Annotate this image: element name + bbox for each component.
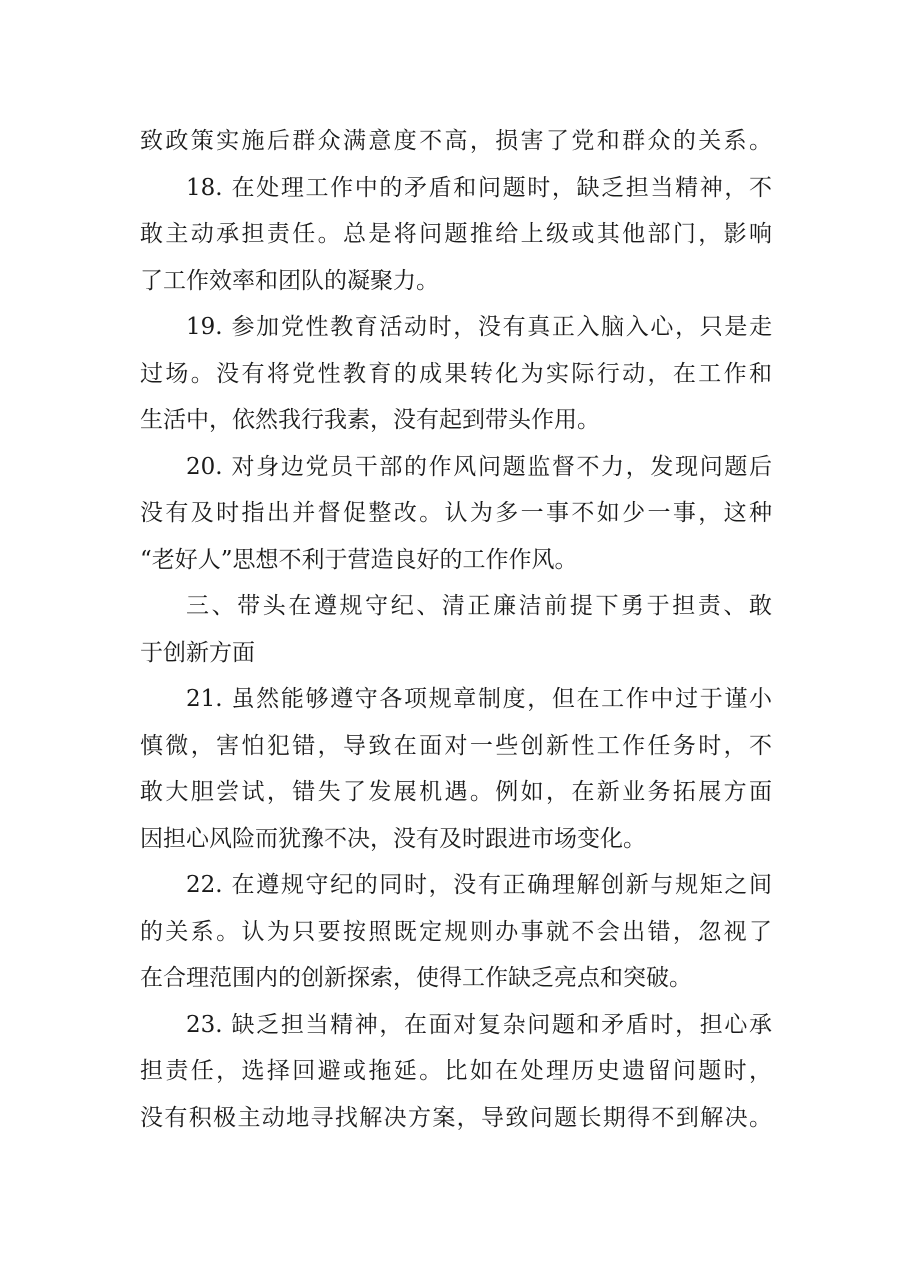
text-line: 没有及时指出并督促整改。认为多一事不如少一事，这种 [140,500,772,526]
text-line: “老好人”思想不利于营造良好的工作作风。 [140,546,578,573]
text-line: 在合理范围内的创新探索，使得工作缺乏亮点和突破。 [140,965,692,991]
text-line: 因担心风险而犹豫不决，没有及时跟进市场变化。 [140,825,646,852]
text-line: 的关系。认为只要按照既定规则办事就不会出错，忽视了 [140,918,772,945]
section-heading: 三、带头在遵规守纪、清正廉洁前提下勇于担责、敢 [186,593,772,619]
text-line: 没有积极主动地寻找解决方案，导致问题长期得不到解决。 [140,1104,772,1131]
text-line: 生活中，依然我行我素，没有起到带头作用。 [140,407,600,433]
item-22-line: 22. 在遵规守纪的同时，没有正确理解创新与规矩之间 [186,872,772,898]
item-20-line: 20. 对身边党员干部的作风问题监督不力，发现问题后 [186,453,772,480]
text-line: 致政策实施后群众满意度不高，损害了党和群众的关系。 [140,128,772,154]
item-19-line: 19. 参加党性教育活动时，没有真正入脑入心，只是走 [186,314,772,340]
text-line: 过场。没有将党性教育的成果转化为实际行动，在工作和 [140,360,772,387]
section-heading-continued: 于创新方面 [140,639,255,666]
text-line: 敢大胆尝试，错失了发展机遇。例如，在新业务拓展方面 [140,779,772,805]
item-21-line: 21. 虽然能够遵守各项规章制度，但在工作中过于谨小 [186,686,772,712]
item-23-line: 23. 缺乏担当精神，在面对复杂问题和矛盾时，担心承 [186,1011,772,1038]
text-line: 慎微，害怕犯错，导致在面对一些创新性工作任务时，不 [140,732,772,759]
text-line: 了工作效率和团队的凝聚力。 [140,267,439,294]
text-line: 担责任，选择回避或拖延。比如在处理历史遗留问题时， [140,1058,772,1084]
item-18-line: 18. 在处理工作中的矛盾和问题时，缺乏担当精神，不 [186,174,772,201]
body-text [140,118,772,1141]
text-line: 敢主动承担责任。总是将问题推给上级或其他部门，影响 [140,221,772,247]
